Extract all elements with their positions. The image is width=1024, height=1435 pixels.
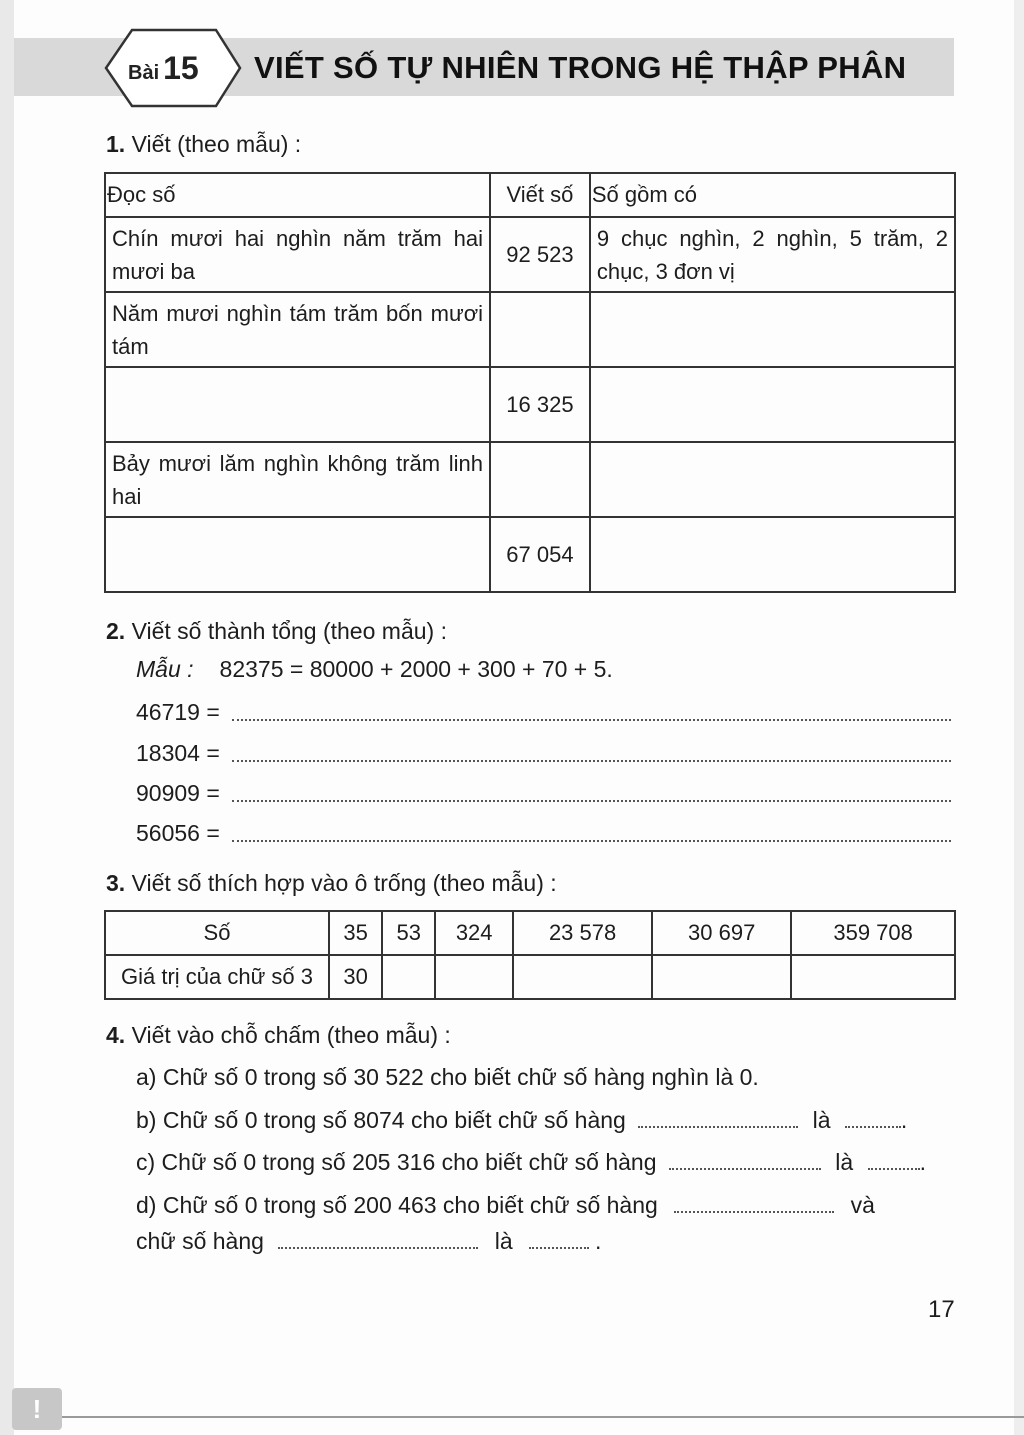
lesson-badge	[104, 28, 242, 108]
ex1-number: 1.	[106, 131, 126, 157]
read-number-cell: Bảy mươi lăm nghìn không trăm linh hai	[105, 442, 490, 517]
column-header: Viết số	[490, 173, 590, 217]
ex1-instruction: Viết (theo mẫu) :	[131, 131, 302, 157]
read-number-cell[interactable]	[105, 517, 490, 592]
ex4-instruction: Viết vào chỗ chấm (theo mẫu) :	[131, 1022, 451, 1048]
answer-dotted-line[interactable]	[638, 1108, 798, 1128]
value-cell[interactable]	[382, 955, 435, 999]
page-left-edge	[0, 0, 14, 1435]
write-number-cell: 92 523	[490, 217, 590, 292]
ex2-fill-row[interactable]	[136, 817, 951, 847]
lesson-number: 15	[163, 50, 199, 86]
answer-dotted-line[interactable]	[232, 760, 951, 762]
read-number-cell: Chín mươi hai nghìn năm trăm hai mươi ba	[105, 217, 490, 292]
lesson-title: VIẾT SỐ TỰ NHIÊN TRONG HỆ THẬP PHÂN	[254, 50, 907, 85]
ex3-heading	[106, 870, 557, 897]
number-cell: 23 578	[513, 911, 652, 955]
page-number: 17	[928, 1296, 955, 1323]
fill-row-label: 56056 =	[136, 820, 220, 846]
write-number-cell: 16 325	[490, 367, 590, 442]
ex2-fill-row[interactable]	[136, 696, 951, 726]
ex2-example	[136, 656, 613, 683]
value-cell[interactable]	[652, 955, 791, 999]
example-expression: 82375 = 80000 + 2000 + 300 + 70 + 5.	[219, 656, 613, 682]
write-number-cell[interactable]	[490, 442, 590, 517]
ex4-item-d	[136, 1192, 875, 1219]
ex4-item-c	[136, 1149, 926, 1176]
item-text: b) Chữ số 0 trong số 8074 cho biết chữ số hàng	[136, 1107, 626, 1133]
ex3-instruction: Viết số thích hợp vào ô trống (theo mẫu) :	[131, 870, 557, 896]
item-text: và	[850, 1192, 875, 1218]
item-text: là	[812, 1107, 831, 1133]
item-text: .	[595, 1228, 602, 1254]
ex4-item-d-line2	[136, 1228, 601, 1255]
value-cell: 30	[329, 955, 382, 999]
number-cell: 35	[329, 911, 382, 955]
composition-cell: 9 chục nghìn, 2 nghìn, 5 trăm, 2 chục, 3 đơn vị	[590, 217, 955, 292]
page-right-edge	[1014, 0, 1024, 1435]
value-cell[interactable]	[435, 955, 513, 999]
number-cell: 53	[382, 911, 435, 955]
answer-dotted-line[interactable]	[232, 800, 951, 802]
value-cell[interactable]	[791, 955, 955, 999]
example-label: Mẫu :	[136, 656, 194, 682]
ex3-table	[104, 910, 956, 1000]
composition-cell[interactable]	[590, 367, 955, 442]
answer-dotted-line[interactable]	[529, 1229, 589, 1249]
value-cell[interactable]	[513, 955, 652, 999]
fill-row-label: 46719 =	[136, 699, 220, 725]
write-number-cell[interactable]	[490, 292, 590, 367]
table-row	[105, 955, 955, 999]
composition-cell[interactable]	[590, 517, 955, 592]
ex1-heading	[106, 131, 301, 158]
ex1-table	[104, 172, 956, 593]
table-row	[105, 442, 955, 517]
table-row	[105, 911, 955, 955]
item-text: là	[494, 1228, 513, 1254]
read-number-cell: Năm mươi nghìn tám trăm bốn mươi tám	[105, 292, 490, 367]
ex4-item-b	[136, 1107, 907, 1134]
table-row	[105, 517, 955, 592]
ex3-number: 3.	[106, 870, 126, 896]
table-row	[105, 217, 955, 292]
answer-dotted-line[interactable]	[669, 1150, 821, 1170]
item-text: c) Chữ số 0 trong số 205 316 cho biết chữ số hàng	[136, 1149, 657, 1175]
row-header: Giá trị của chữ số 3	[105, 955, 329, 999]
ex2-fill-row[interactable]	[136, 737, 951, 767]
lesson-label	[128, 50, 199, 87]
answer-dotted-line[interactable]	[868, 1150, 920, 1170]
number-cell: 359 708	[791, 911, 955, 955]
item-text: chữ số hàng	[136, 1228, 264, 1254]
item-text: là	[835, 1149, 854, 1175]
bottom-divider	[14, 1416, 1024, 1418]
warning-button[interactable]: !	[12, 1388, 62, 1430]
column-header: Đọc số	[105, 173, 490, 217]
ex4-item-a: a) Chữ số 0 trong số 30 522 cho biết chữ số hàng nghìn là 0.	[136, 1064, 759, 1090]
number-cell: 324	[435, 911, 513, 955]
fill-row-label: 90909 =	[136, 780, 220, 806]
column-header: Số gồm có	[590, 173, 955, 217]
read-number-cell[interactable]	[105, 367, 490, 442]
item-text: d) Chữ số 0 trong số 200 463 cho biết chữ số hàng	[136, 1192, 658, 1218]
ex2-instruction: Viết số thành tổng (theo mẫu) :	[131, 618, 447, 644]
answer-dotted-line[interactable]	[232, 840, 951, 842]
table-header-row	[105, 173, 955, 217]
answer-dotted-line[interactable]	[278, 1229, 478, 1249]
row-header: Số	[105, 911, 329, 955]
answer-dotted-line[interactable]	[232, 719, 951, 721]
composition-cell[interactable]	[590, 292, 955, 367]
ex4-heading	[106, 1022, 451, 1049]
table-row	[105, 367, 955, 442]
write-number-cell: 67 054	[490, 517, 590, 592]
answer-dotted-line[interactable]	[674, 1193, 834, 1213]
item-text: .	[900, 1107, 908, 1133]
composition-cell[interactable]	[590, 442, 955, 517]
table-row	[105, 292, 955, 367]
number-cell: 30 697	[652, 911, 791, 955]
ex2-heading	[106, 618, 447, 645]
ex2-number: 2.	[106, 618, 126, 644]
answer-dotted-line[interactable]	[845, 1108, 901, 1128]
fill-row-label: 18304 =	[136, 740, 220, 766]
item-text: .	[919, 1149, 926, 1175]
lesson-word: Bài	[128, 62, 160, 84]
ex2-fill-row[interactable]	[136, 777, 951, 807]
ex4-number: 4.	[106, 1022, 126, 1048]
